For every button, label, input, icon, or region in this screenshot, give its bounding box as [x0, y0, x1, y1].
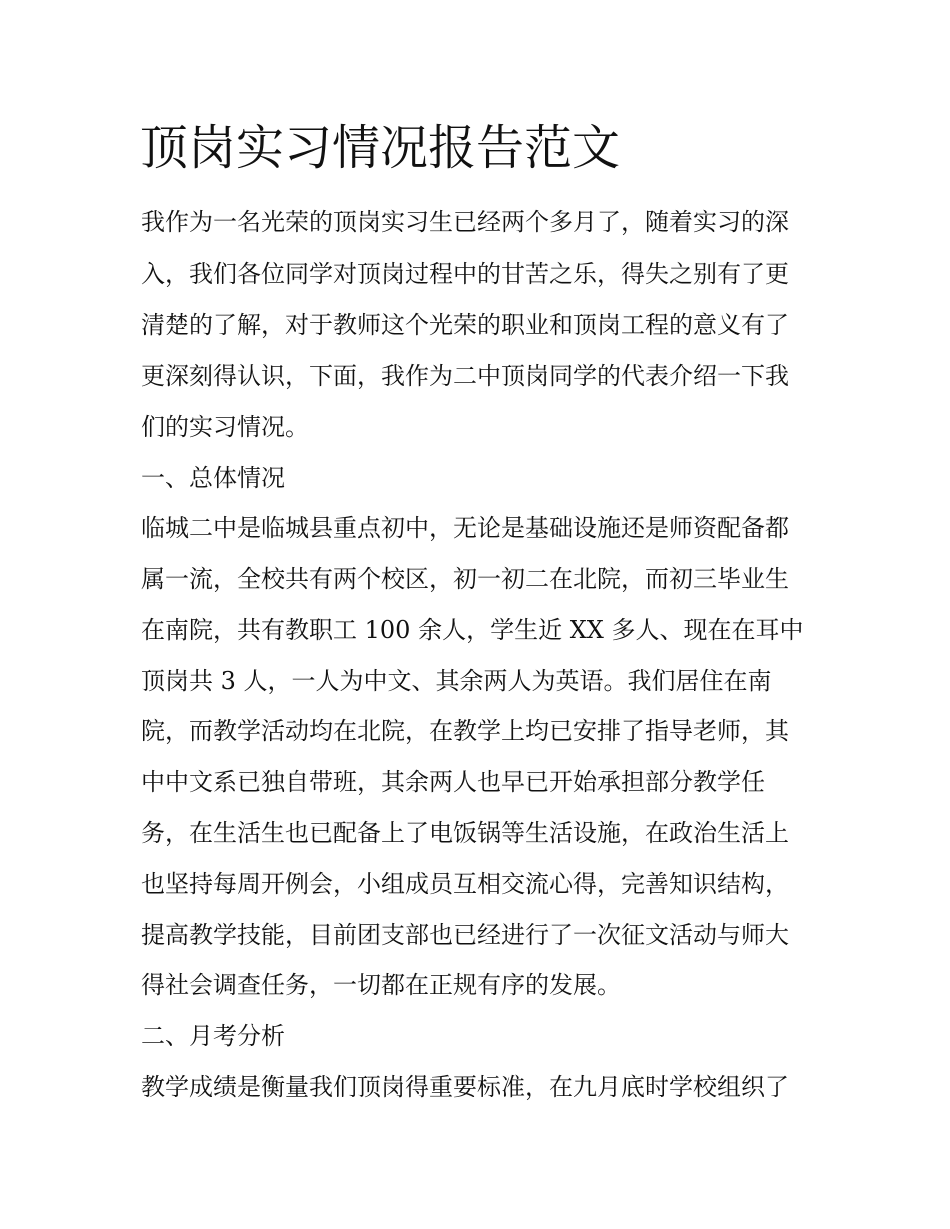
section-heading: 一、总体情况: [141, 464, 285, 492]
paragraph-line: 务，在生活生也已配备上了电饭锅等生活设施，在政治生活上: [141, 819, 789, 847]
paragraph-line: 们的实习情况。: [141, 413, 309, 441]
paragraph-line: 顶岗共 3 人，一人为中文、其余两人为英语。我们居住在南: [141, 667, 772, 695]
paragraph-line: 教学成绩是衡量我们顶岗得重要标准，在九月底时学校组织了: [141, 1073, 789, 1101]
paragraph-line: 我作为一名光荣的顶岗实习生已经两个多月了，随着实习的深: [141, 208, 789, 236]
paragraph-line: 在南院，共有教职工 100 余人，学生近 XX 多人、现在在耳中: [141, 616, 804, 644]
paragraph-line: 清楚的了解，对于教师这个光荣的职业和顶岗工程的意义有了: [141, 311, 789, 339]
paragraph-line: 提高教学技能，目前团支部也已经进行了一次征文活动与师大: [141, 921, 789, 949]
paragraph-line: 得社会调查任务，一切都在正规有序的发展。: [141, 971, 621, 999]
paragraph-line: 临城二中是临城县重点初中，无论是基础设施还是师资配备都: [141, 514, 789, 542]
paragraph-line: 属一流，全校共有两个校区，初一初二在北院，而初三毕业生: [141, 565, 789, 593]
paragraph-line: 入，我们各位同学对顶岗过程中的甘苦之乐，得失之别有了更: [141, 260, 789, 288]
paragraph-line: 院，而教学活动均在北院，在教学上均已安排了指导老师，其: [141, 717, 789, 745]
paragraph-line: 更深刻得认识，下面，我作为二中顶岗同学的代表介绍一下我: [141, 362, 789, 390]
section-heading: 二、月考分析: [141, 1022, 285, 1050]
paragraph-line: 中中文系已独自带班，其余两人也早已开始承担部分教学任: [141, 768, 765, 796]
paragraph-line: 也坚持每周开例会，小组成员互相交流心得，完善知识结构，: [141, 870, 789, 898]
document-title: 顶岗实习情况报告范文: [140, 120, 621, 176]
